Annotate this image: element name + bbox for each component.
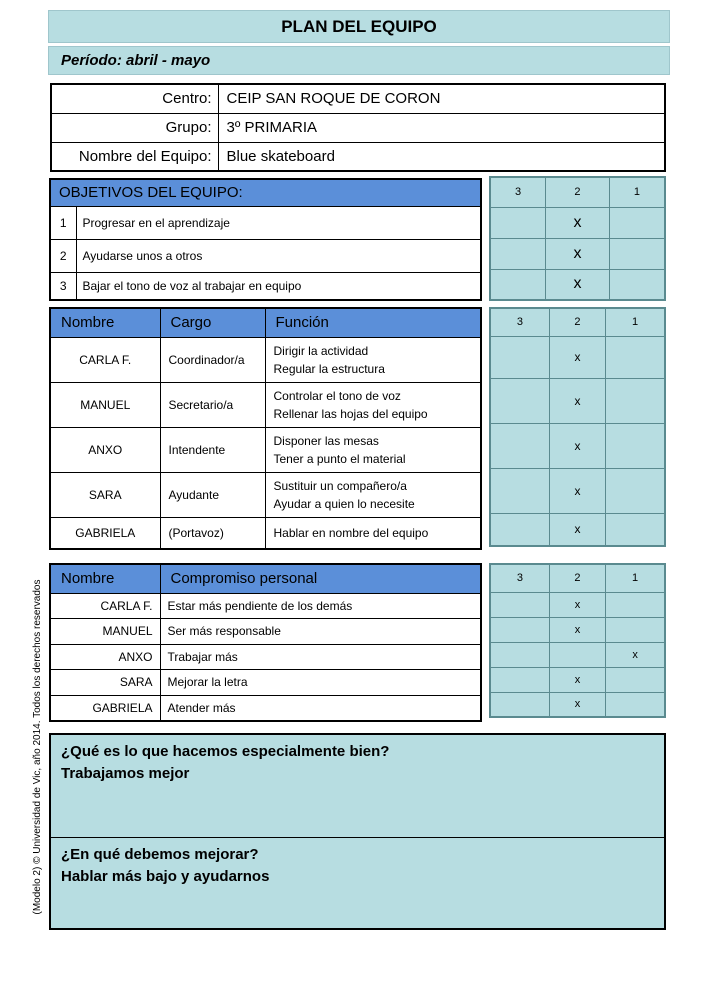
copyright-notice: (Modelo 2) © Universidad de Vic, año 2014. Todos los derechos reservados [32,579,43,915]
roles-header-role: Cargo [160,308,265,337]
commitment-text: Trabajar más [160,644,481,670]
role-row [50,472,481,517]
score-cell[interactable]: x [549,336,605,378]
score-cell[interactable] [549,642,605,667]
improvements-section [51,838,664,928]
score-cell[interactable] [490,513,549,546]
member-name: GABRIELA [50,517,160,549]
score-cell[interactable] [606,468,665,513]
score-cell[interactable] [490,617,549,642]
score-cell[interactable] [609,207,665,238]
objective-number: 1 [50,206,76,239]
score-cell[interactable] [490,423,549,468]
member-name: CARLA F. [50,593,160,619]
member-name: CARLA F. [50,337,160,382]
commitment-row [50,644,481,670]
objective-number: 3 [50,272,76,300]
function-line: Sustituir un compañero/a [273,478,407,493]
score-cell[interactable]: x [549,423,605,468]
score-cell[interactable]: x [546,269,610,300]
score-cell[interactable] [490,378,549,423]
strengths-question: ¿Qué es lo que hacemos especialmente bien? [61,743,390,760]
commitment-text: Atender más [160,695,481,721]
score-cell[interactable]: x [549,468,605,513]
member-function [265,382,481,427]
member-role: Coordinador/a [160,337,265,382]
commitments-header-text: Compromiso personal [160,564,481,593]
score-cell[interactable] [606,617,665,642]
member-name: SARA [50,472,160,517]
member-role: Ayudante [160,472,265,517]
score-header: 2 [546,177,610,207]
score-header-row [490,564,665,592]
score-row [490,238,665,269]
member-function [265,427,481,472]
score-row [490,592,665,617]
member-name: GABRIELA [50,695,160,721]
role-row [50,382,481,427]
info-row-equipo [51,142,665,171]
score-cell[interactable]: x [549,667,605,692]
objective-text: Bajar el tono de voz al trabajar en equipo [76,272,481,300]
function-line: Disponer las mesas [273,433,379,448]
score-cell[interactable] [490,336,549,378]
score-row [490,642,665,667]
score-header: 1 [606,308,665,336]
function-line: Regular la estructura [273,361,385,376]
function-line: Ayudar a quien lo necesite [273,496,415,511]
objective-row [50,272,481,300]
score-cell[interactable]: x [606,642,665,667]
score-cell[interactable] [609,238,665,269]
commitment-text: Estar más pendiente de los demás [160,593,481,619]
score-cell[interactable] [609,269,665,300]
score-header: 1 [606,564,665,592]
commitment-row [50,695,481,721]
score-header: 3 [490,177,546,207]
score-header-row [490,177,665,207]
score-cell[interactable]: x [549,617,605,642]
objectives-header: OBJETIVOS DEL EQUIPO: [50,179,481,206]
score-cell[interactable] [606,667,665,692]
score-row [490,513,665,546]
info-value: CEIP SAN ROQUE DE CORON [218,84,665,113]
info-label: Centro: [51,84,218,113]
objective-row [50,239,481,272]
strengths-answer[interactable]: Trabajamos mejor [61,765,190,782]
roles-table [49,307,482,550]
improvements-question: ¿En qué debemos mejorar? [61,846,259,863]
strengths-section [51,735,664,838]
objectives-header-row [50,179,481,206]
score-cell[interactable] [490,468,549,513]
score-row [490,617,665,642]
function-line: Rellenar las hojas del equipo [273,406,428,421]
score-cell[interactable]: x [546,207,610,238]
role-row [50,517,481,549]
score-cell[interactable] [606,336,665,378]
function-line: Dirigir la actividad [273,343,369,358]
score-row [490,423,665,468]
score-cell[interactable] [490,692,549,717]
score-row [490,207,665,238]
score-cell[interactable] [490,592,549,617]
commitment-row [50,619,481,645]
commitments-table [49,563,482,722]
score-row [490,468,665,513]
score-cell[interactable] [606,513,665,546]
reflection-box [49,733,666,930]
member-role: (Portavoz) [160,517,265,549]
info-row-grupo [51,113,665,142]
score-row [490,378,665,423]
commitments-header-name: Nombre [50,564,160,593]
score-cell[interactable] [490,269,546,300]
score-header: 3 [490,308,549,336]
score-row [490,667,665,692]
score-cell[interactable]: x [549,378,605,423]
member-role: Secretario/a [160,382,265,427]
member-name: ANXO [50,427,160,472]
commitments-score-grid [489,563,666,718]
objective-text: Progresar en el aprendizaje [76,206,481,239]
objective-number: 2 [50,239,76,272]
score-header: 2 [549,308,605,336]
member-role: Intendente [160,427,265,472]
score-cell[interactable] [490,642,549,667]
info-label: Grupo: [51,113,218,142]
member-function [265,337,481,382]
member-name: MANUEL [50,382,160,427]
team-info-table [50,83,666,172]
score-cell[interactable] [490,207,546,238]
improvements-answer[interactable]: Hablar más bajo y ayudarnos [61,868,270,885]
score-row [490,692,665,717]
commitment-row [50,670,481,696]
score-cell[interactable] [606,692,665,717]
function-line: Controlar el tono de voz [273,388,401,403]
member-function: Hablar en nombre del equipo [265,517,481,549]
period-label: Período: abril - mayo [48,46,670,75]
page-title: PLAN DEL EQUIPO [48,10,670,43]
role-row [50,427,481,472]
member-name: MANUEL [50,619,160,645]
commitment-row [50,593,481,619]
roles-header-function: Función [265,308,481,337]
score-cell[interactable]: x [546,238,610,269]
roles-score-grid [489,307,666,547]
score-header: 3 [490,564,549,592]
score-cell[interactable]: x [549,592,605,617]
score-cell[interactable]: x [549,513,605,546]
commitment-text: Mejorar la letra [160,670,481,696]
score-row [490,269,665,300]
commitment-text: Ser más responsable [160,619,481,645]
objectives-score-grid [489,176,666,301]
function-line: Tener a punto el material [273,451,406,466]
info-row-centro [51,84,665,113]
info-label: Nombre del Equipo: [51,142,218,171]
objective-row [50,206,481,239]
member-name: SARA [50,670,160,696]
score-cell[interactable] [606,423,665,468]
score-header-row [490,308,665,336]
role-row [50,337,481,382]
score-header: 1 [609,177,665,207]
member-name: ANXO [50,644,160,670]
score-cell[interactable]: x [549,692,605,717]
score-cell[interactable] [606,592,665,617]
score-cell[interactable] [490,667,549,692]
roles-header-row [50,308,481,337]
roles-header-name: Nombre [50,308,160,337]
info-value: Blue skateboard [218,142,665,171]
info-value: 3º PRIMARIA [218,113,665,142]
score-header: 2 [549,564,605,592]
commitments-header-row [50,564,481,593]
objective-text: Ayudarse unos a otros [76,239,481,272]
score-cell[interactable] [490,238,546,269]
objectives-table [49,178,482,301]
score-cell[interactable] [606,378,665,423]
member-function [265,472,481,517]
score-row [490,336,665,378]
